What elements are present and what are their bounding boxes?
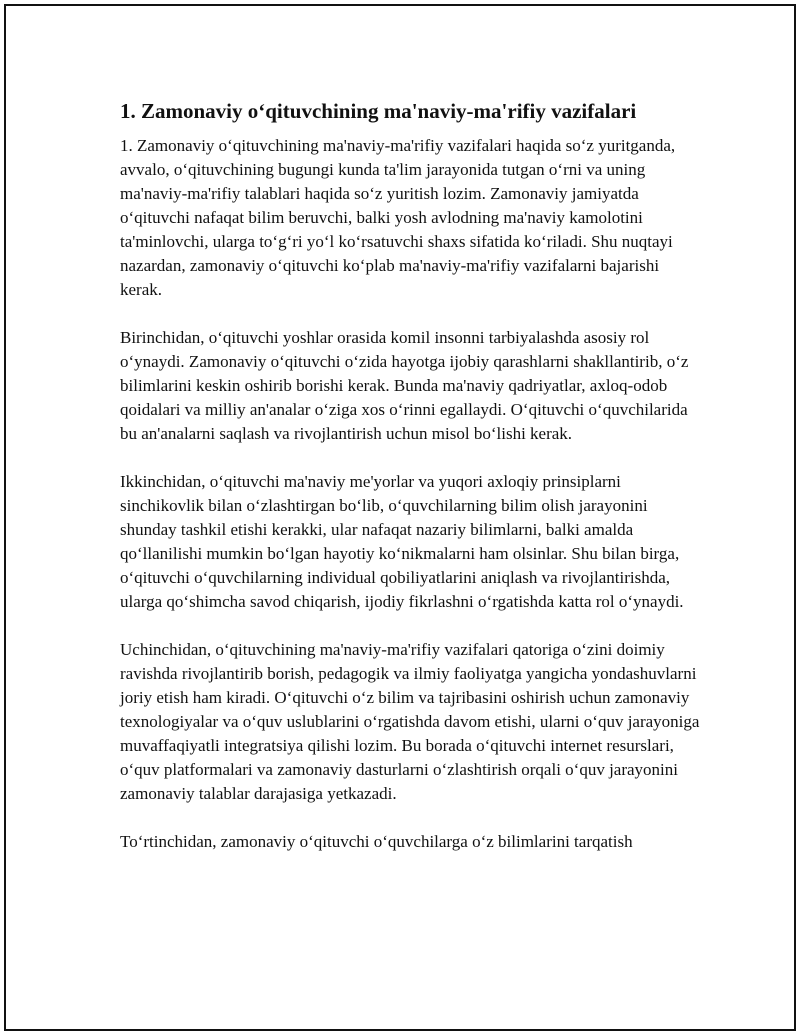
document-body [120, 96, 700, 878]
paragraph-first: Birinchidan, o‘qituvchi yoshlar orasida komil insonni tarbiyalashda asosiy rol o‘ynaydi. Zamonaviy o‘qituvchi o‘zida hayotga ijobiy qarashlarni shakllantirib, o‘z bilimlarini keskin oshirib borishi kerak. Bunda ma'naviy qadriyatlar, axloq-odob qoidalari va milliy an'analar o‘ziga xos o‘rinni egallaydi. O‘qituvchi o‘quvchilarida bu an'analarni saqlash va rivojlantirish uchun misol bo‘lishi kerak. [120, 328, 689, 443]
paragraph-intro: 1. Zamonaviy o‘qituvchining ma'naviy-ma'rifiy vazifalari haqida so‘z yuritganda, avvalo, o‘qituvchining bugungi kunda ta'lim jarayonida tutgan o‘rni va uning ma'naviy-ma'rifiy talablari haqida so‘z yuritish lozim. Zamonaviy jamiyatda o‘qituvchi nafaqat bilim beruvchi, balki yosh avlodning ma'naviy kamolotini ta'minlovchi, ularga to‘g‘ri yo‘l ko‘rsatuvchi shaxs sifatida ko‘riladi. Shu nuqtayi nazardan, zamonaviy o‘qituvchi ko‘plab ma'naviy-ma'rifiy vazifalarni bajarishi kerak. [120, 136, 676, 299]
page-frame [4, 4, 796, 1031]
section-heading: 1. Zamonaviy o‘qituvchining ma'naviy-ma'rifiy vazifalari [120, 99, 637, 123]
paragraph-third: Uchinchidan, o‘qituvchining ma'naviy-ma'rifiy vazifalari qatoriga o‘zini doimiy ravishda rivojlantirib borish, pedagogik va ilmiy faoliyatga yangicha yondashuvlarni joriy etish ham kiradi. O‘qituvchi o‘z bilim va tajribasini oshirish uchun zamonaviy texnologiyalar va o‘quv uslublarini o‘rgatishda davom etishi, ularni o‘quv jarayoniga muvaffaqiyatli integratsiya qilishi lozim. Bu borada o‘qituvchi internet resurslari, o‘quv platformalari va zamonaviy dasturlarni o‘zlashtirish orqali o‘quv jarayonini zamonaviy talablar darajasiga yetkazadi. [120, 640, 700, 803]
paragraph-second: Ikkinchidan, o‘qituvchi ma'naviy me'yorlar va yuqori axloqiy prinsiplarni sinchikovlik bilan o‘zlashtirgan bo‘lib, o‘quvchilarning bilim olish jarayonini shunday tashkil etishi kerakki, ular nafaqat nazariy bilimlarni, balki amalda qo‘llanilishi mumkin bo‘lgan hayotiy ko‘nikmalarni ham olsinlar. Shu bilan birga, o‘qituvchi o‘quvchilarning individual qobiliyatlarini aniqlash va rivojlantirishda, ularga qo‘shimcha savod chiqarish, ijodiy fikrlashni o‘rgatishda katta rol o‘ynaydi. [120, 472, 684, 611]
paragraph-fourth: To‘rtinchidan, zamonaviy o‘qituvchi o‘quvchilarga o‘z bilimlarini tarqatish [120, 832, 633, 851]
